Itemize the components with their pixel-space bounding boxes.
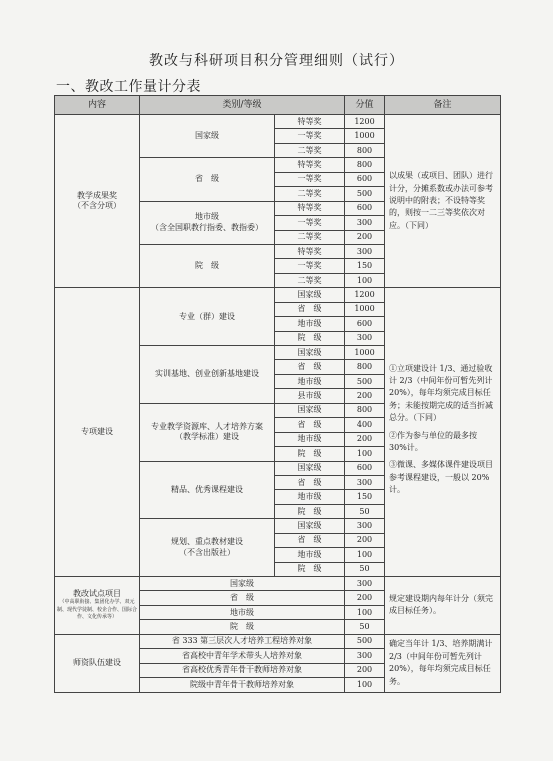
special-base: 实训基地、创业创新基地建设 bbox=[140, 346, 275, 404]
award-level: 一等奖 bbox=[275, 129, 345, 143]
pilot-content: 教改试点项目 （中高职衔接、集团化办学、双元制、现代学徒制、校企合作、国际合作、文化传承等） bbox=[55, 577, 140, 635]
level-cell: 院 级 bbox=[275, 504, 345, 518]
score-cell: 800 bbox=[345, 158, 385, 172]
score-cell: 1000 bbox=[345, 302, 385, 316]
table-header-row bbox=[55, 96, 501, 115]
award-level: 特等奖 bbox=[275, 115, 345, 129]
score-cell: 200 bbox=[345, 591, 385, 605]
score-cell: 150 bbox=[345, 490, 385, 504]
score-cell: 300 bbox=[345, 519, 385, 533]
level-cell: 国家级 bbox=[275, 403, 345, 417]
teaching-award-school: 院 级 bbox=[140, 244, 275, 287]
score-cell: 1000 bbox=[345, 346, 385, 360]
level-cell: 省 级 bbox=[275, 533, 345, 547]
special-major: 专业（群）建设 bbox=[140, 288, 275, 346]
award-level: 特等奖 bbox=[275, 244, 345, 258]
score-cell: 1200 bbox=[345, 288, 385, 302]
score-cell: 100 bbox=[345, 447, 385, 461]
faculty-item: 省高校中青年学术带头人培养对象 bbox=[140, 649, 345, 663]
score-cell: 500 bbox=[345, 634, 385, 648]
table-row bbox=[55, 634, 501, 648]
score-cell: 100 bbox=[345, 273, 385, 287]
score-cell: 600 bbox=[345, 201, 385, 215]
table-row bbox=[55, 577, 501, 591]
level-cell: 国家级 bbox=[140, 577, 345, 591]
score-cell: 1000 bbox=[345, 129, 385, 143]
header-note: 备注 bbox=[385, 96, 501, 115]
table-row bbox=[55, 115, 501, 129]
teaching-award-city: 地市级 （含全国职教行指委、教指委） bbox=[140, 201, 275, 244]
level-cell: 院 级 bbox=[140, 620, 345, 634]
section-heading: 一、教改工作量计分表 bbox=[56, 79, 201, 95]
award-level: 二等奖 bbox=[275, 273, 345, 287]
level-cell: 国家级 bbox=[275, 288, 345, 302]
teaching-award-national: 国家级 bbox=[140, 115, 275, 158]
level-cell: 地市级 bbox=[275, 548, 345, 562]
score-cell: 300 bbox=[345, 216, 385, 230]
document-title: 教改与科研项目积分管理细则（试行） bbox=[149, 53, 404, 69]
award-level: 特等奖 bbox=[275, 158, 345, 172]
score-cell: 500 bbox=[345, 374, 385, 388]
score-cell: 150 bbox=[345, 259, 385, 273]
score-cell: 500 bbox=[345, 187, 385, 201]
level-cell: 省 级 bbox=[275, 475, 345, 489]
score-cell: 50 bbox=[345, 562, 385, 576]
score-cell: 100 bbox=[345, 605, 385, 619]
score-cell: 600 bbox=[345, 172, 385, 186]
teaching-award-content: 教学成果奖 （不含分项） bbox=[55, 115, 140, 288]
score-cell: 300 bbox=[345, 475, 385, 489]
score-cell: 800 bbox=[345, 403, 385, 417]
score-cell: 300 bbox=[345, 331, 385, 345]
level-cell: 地市级 bbox=[140, 605, 345, 619]
special-note: ①立项建设计 1/3、通过验收计 2/3（中间年份可暂先列计 20%），每年均须完成目标任务；未能按期完成的适当折减总分。（下同） ②作为参与单位的最多按 30%计。 ③微课、多媒体课件建设项目参考课程建设，一般以 20%计。 bbox=[385, 288, 501, 577]
level-cell: 省 级 bbox=[275, 302, 345, 316]
score-cell: 300 bbox=[345, 577, 385, 591]
faculty-item: 省 333 第三层次人才培养工程培养对象 bbox=[140, 634, 345, 648]
faculty-content: 师资队伍建设 bbox=[55, 634, 140, 692]
award-level: 二等奖 bbox=[275, 143, 345, 157]
score-cell: 200 bbox=[345, 389, 385, 403]
teaching-award-provincial: 省 级 bbox=[140, 158, 275, 201]
level-cell: 省 级 bbox=[275, 418, 345, 432]
level-cell: 院 级 bbox=[275, 562, 345, 576]
faculty-note: 确定当年计 1/3、培养期满计 2/3（中间年份可暂先列计 20%），每年均须完成目标任务。 bbox=[385, 634, 501, 692]
score-cell: 600 bbox=[345, 461, 385, 475]
score-cell: 400 bbox=[345, 418, 385, 432]
level-cell: 国家级 bbox=[275, 461, 345, 475]
header-category: 类别/等级 bbox=[140, 96, 345, 115]
score-cell: 800 bbox=[345, 360, 385, 374]
award-level: 二等奖 bbox=[275, 230, 345, 244]
faculty-item: 院级中青年骨干教师培养对象 bbox=[140, 678, 345, 692]
score-cell: 1200 bbox=[345, 115, 385, 129]
award-level: 一等奖 bbox=[275, 216, 345, 230]
teaching-award-note: 以成果（或项目、团队）进行计分，分摊系数或办法可参考说明中的附表；不设特等奖的，则按一二三等奖依次对应。（下同） bbox=[385, 115, 501, 288]
score-cell: 300 bbox=[345, 244, 385, 258]
header-content: 内容 bbox=[55, 96, 140, 115]
level-cell: 院 级 bbox=[275, 331, 345, 345]
special-course: 精品、优秀课程建设 bbox=[140, 461, 275, 519]
level-cell: 地市级 bbox=[275, 317, 345, 331]
level-cell: 地市级 bbox=[275, 432, 345, 446]
score-table bbox=[54, 95, 501, 693]
score-cell: 200 bbox=[345, 663, 385, 677]
header-score: 分值 bbox=[345, 96, 385, 115]
score-cell: 200 bbox=[345, 432, 385, 446]
special-content: 专项建设 bbox=[55, 288, 140, 577]
score-cell: 50 bbox=[345, 504, 385, 518]
level-cell: 地市级 bbox=[275, 374, 345, 388]
score-cell: 100 bbox=[345, 678, 385, 692]
score-cell: 600 bbox=[345, 317, 385, 331]
award-level: 特等奖 bbox=[275, 201, 345, 215]
award-level: 一等奖 bbox=[275, 259, 345, 273]
faculty-item: 省高校优秀青年骨干教师培养对象 bbox=[140, 663, 345, 677]
level-cell: 国家级 bbox=[275, 346, 345, 360]
level-cell: 省 级 bbox=[140, 591, 345, 605]
level-cell: 县市级 bbox=[275, 389, 345, 403]
table-row bbox=[55, 288, 501, 302]
level-cell: 院 级 bbox=[275, 447, 345, 461]
score-cell: 800 bbox=[345, 143, 385, 157]
special-resource: 专业教学资源库、人才培养方案 （教学标准）建设 bbox=[140, 403, 275, 461]
pilot-note: 规定建设期内每年计分（须完成目标任务）。 bbox=[385, 577, 501, 635]
award-level: 一等奖 bbox=[275, 172, 345, 186]
level-cell: 国家级 bbox=[275, 519, 345, 533]
score-cell: 100 bbox=[345, 548, 385, 562]
special-textbook: 规划、重点教材建设 （不含出版社） bbox=[140, 519, 275, 577]
level-cell: 地市级 bbox=[275, 490, 345, 504]
score-cell: 200 bbox=[345, 533, 385, 547]
award-level: 二等奖 bbox=[275, 187, 345, 201]
score-cell: 200 bbox=[345, 230, 385, 244]
level-cell: 省 级 bbox=[275, 360, 345, 374]
score-cell: 50 bbox=[345, 620, 385, 634]
score-cell: 300 bbox=[345, 649, 385, 663]
